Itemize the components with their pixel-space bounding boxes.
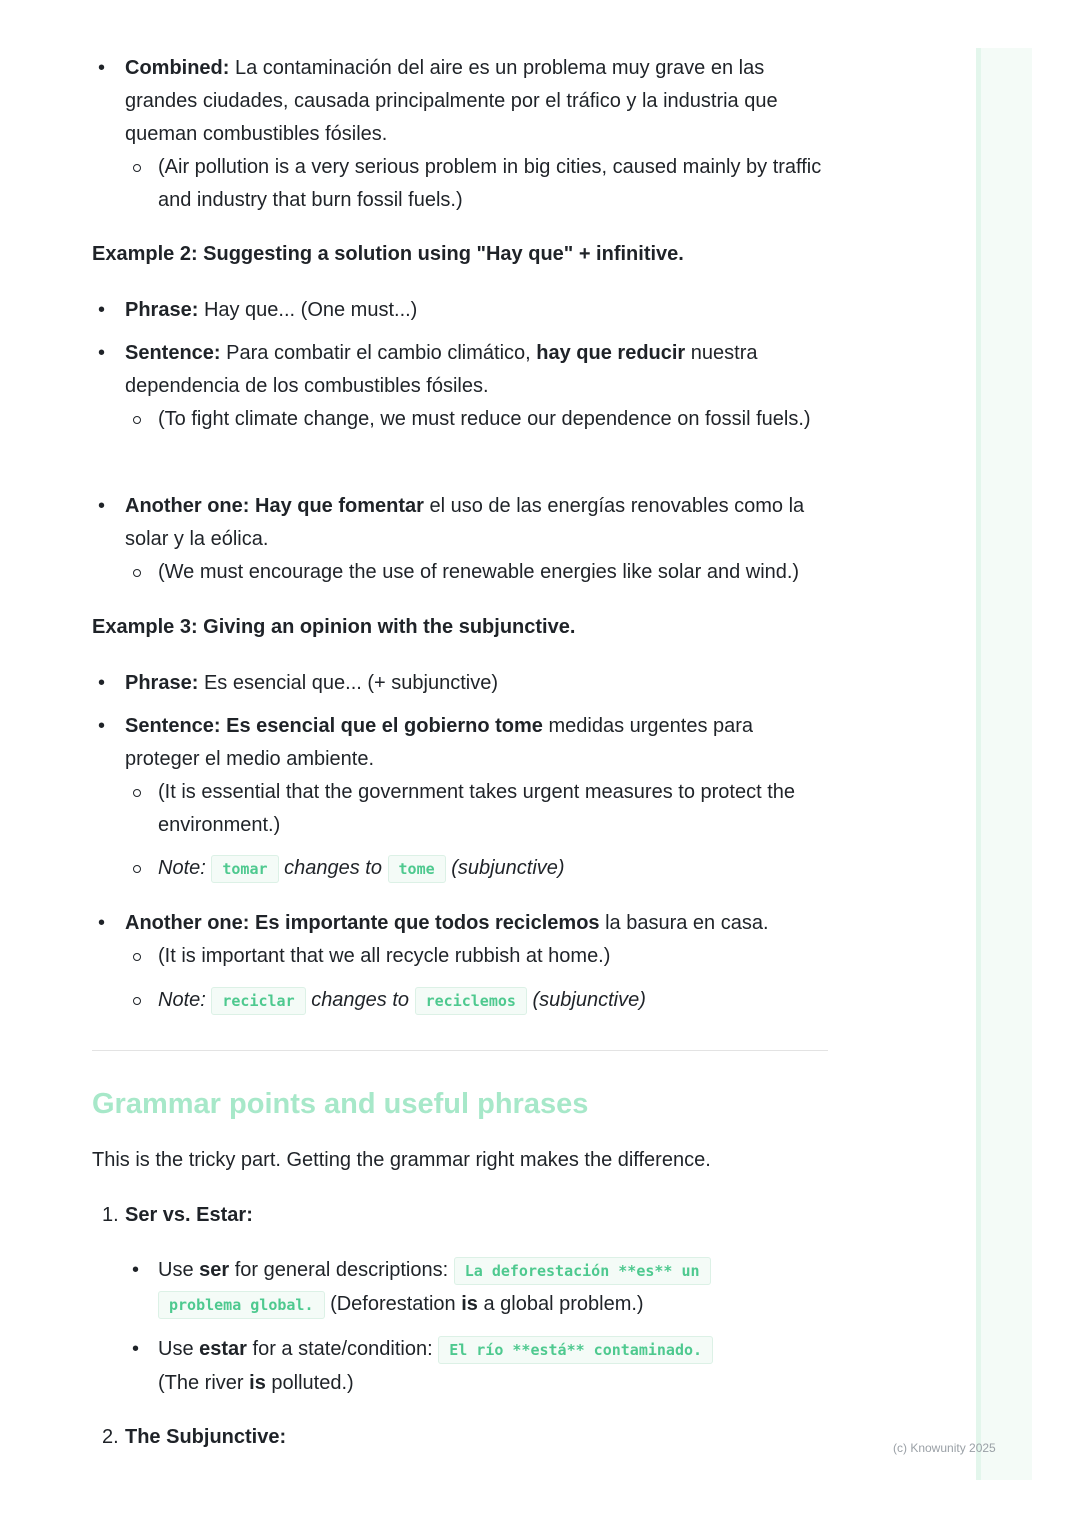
point1-title: Ser vs. Estar: xyxy=(125,1204,253,1226)
another-bold: Hay que fomentar xyxy=(255,495,424,517)
another3-translation: (It is important that we all recycle rubbish at home.) xyxy=(158,945,611,967)
example3-note1-list xyxy=(92,852,832,886)
note2-mid: changes to xyxy=(311,989,410,1011)
another3-label: Another one: xyxy=(125,912,250,934)
example3-heading: Example 3: Giving an opinion with the subjunctive. xyxy=(92,616,576,638)
estar-trans-bold: is xyxy=(249,1372,266,1394)
combined-text: La contaminación del aire es un problema muy grave en las grandes ciudades, causada principalmente por el tráfico y la industria que queman combustibles fósiles. xyxy=(125,57,778,145)
sentence-translation: (To fight climate change, we must reduce our dependence on fossil fuels.) xyxy=(158,408,811,430)
estar-trans-pre: (The river xyxy=(158,1372,244,1394)
list-item-combined xyxy=(92,52,832,151)
document-body xyxy=(92,52,832,217)
another3-bold: Es importante que todos reciclemos xyxy=(255,912,600,934)
list-item-another-3 xyxy=(92,907,832,940)
sidebar-strip xyxy=(976,48,1032,1480)
note1-code-tomar: tomar xyxy=(211,855,278,883)
point2-number: 2. xyxy=(102,1426,119,1448)
phrase-text: Hay que... (One must...) xyxy=(203,299,418,321)
another-translation: (We must encourage the use of renewable energies like solar and wind.) xyxy=(158,561,800,583)
note2-label: Note: xyxy=(158,989,206,1011)
note1-label: Note: xyxy=(158,857,206,879)
section-divider xyxy=(92,1050,828,1051)
sentence-post: nuestra dependencia de los combustibles fósiles. xyxy=(125,342,758,397)
estar-bold: estar xyxy=(199,1338,247,1360)
list-item-another xyxy=(92,490,832,556)
example3-note2-list xyxy=(92,984,832,1018)
point1-number: 1. xyxy=(102,1204,119,1226)
list-item-phrase xyxy=(92,294,832,327)
example2-another-list xyxy=(92,490,832,589)
another-post: el uso de las energías renovables como la solar y la eólica. xyxy=(125,495,805,550)
ser-trans-post: a global problem.) xyxy=(483,1293,644,1315)
example2-sentence-list xyxy=(92,337,832,436)
sentence3-translation: (It is essential that the government takes urgent measures to protect the environment.) xyxy=(158,781,796,836)
estar-post: for a state/condition: xyxy=(252,1338,433,1360)
example3-phrase-list xyxy=(92,667,832,700)
list-item-another-translation xyxy=(92,556,832,589)
example2-heading: Example 2: Suggesting a solution using "Hay que" + infinitive. xyxy=(92,243,684,265)
grammar-point-1-heading xyxy=(92,1199,865,1232)
another3-post: la basura en casa. xyxy=(605,912,769,934)
list-item-ser xyxy=(92,1254,832,1322)
estar-list xyxy=(92,1333,832,1400)
combined-translation: (Air pollution is a very serious problem in big cities, caused mainly by traffic and industry that burn fossil fuels.) xyxy=(158,156,822,211)
ser-code-a: La deforestación **es** un xyxy=(454,1257,711,1285)
sentence-bold: hay que reducir xyxy=(536,342,686,364)
grammar-point-2-heading xyxy=(92,1421,865,1454)
copyright-footer: (c) Knowunity 2025 xyxy=(893,1441,996,1455)
combined-label: Combined: xyxy=(125,57,230,79)
list-item-estar xyxy=(92,1333,832,1400)
example3-another-list xyxy=(92,907,832,973)
note2-code-reciclemos: reciclemos xyxy=(415,987,527,1015)
phrase3-text: Es esencial que... (+ subjunctive) xyxy=(203,672,498,694)
estar-pre: Use xyxy=(158,1338,194,1360)
list-item-note1 xyxy=(92,852,832,886)
list-item-sentence-3 xyxy=(92,710,832,776)
sentence-label: Sentence: xyxy=(125,342,221,364)
grammar-title: Grammar points and useful phrases xyxy=(92,1088,589,1120)
note1-code-tome: tome xyxy=(388,855,446,883)
list-item-another3-translation xyxy=(92,940,832,973)
estar-code: El río **está** contaminado. xyxy=(438,1336,713,1364)
note2-code-reciclar: reciclar xyxy=(211,987,305,1015)
example2-list xyxy=(92,294,832,327)
sentence3-bold: Es esencial que el gobierno tome xyxy=(226,715,543,737)
note2-end: (subjunctive) xyxy=(532,989,646,1011)
sentence-pre: Para combatir el cambio climático, xyxy=(226,342,531,364)
phrase3-label: Phrase: xyxy=(125,672,199,694)
sentence3-label: Sentence: xyxy=(125,715,221,737)
ser-code-b: problema global. xyxy=(158,1291,325,1319)
point2-title: The Subjunctive: xyxy=(125,1426,287,1448)
ser-list xyxy=(92,1254,832,1322)
ser-post: for general descriptions: xyxy=(234,1259,449,1281)
list-item-note2 xyxy=(92,984,832,1018)
sentence3-post: medidas urgentes para proteger el medio ambiente. xyxy=(125,715,754,770)
grammar-intro: This is the tricky part. Getting the grammar right makes the difference. xyxy=(92,1149,711,1171)
example3-sentence-list xyxy=(92,710,832,842)
ser-pre: Use xyxy=(158,1259,194,1281)
list-item-phrase-3 xyxy=(92,667,832,700)
note1-end: (subjunctive) xyxy=(451,857,565,879)
ser-trans-pre: (Deforestation xyxy=(330,1293,456,1315)
another-label: Another one: xyxy=(125,495,250,517)
list-item-sentence-translation xyxy=(92,403,832,436)
estar-trans-post: polluted.) xyxy=(271,1372,354,1394)
combined-list xyxy=(92,52,832,217)
phrase-label: Phrase: xyxy=(125,299,199,321)
note1-mid: changes to xyxy=(284,857,382,879)
list-item-sentence xyxy=(92,337,832,403)
ser-bold: ser xyxy=(199,1259,230,1281)
ser-trans-bold: is xyxy=(461,1293,478,1315)
list-item-sentence3-translation xyxy=(92,776,832,842)
list-item-combined-translation xyxy=(92,151,832,217)
